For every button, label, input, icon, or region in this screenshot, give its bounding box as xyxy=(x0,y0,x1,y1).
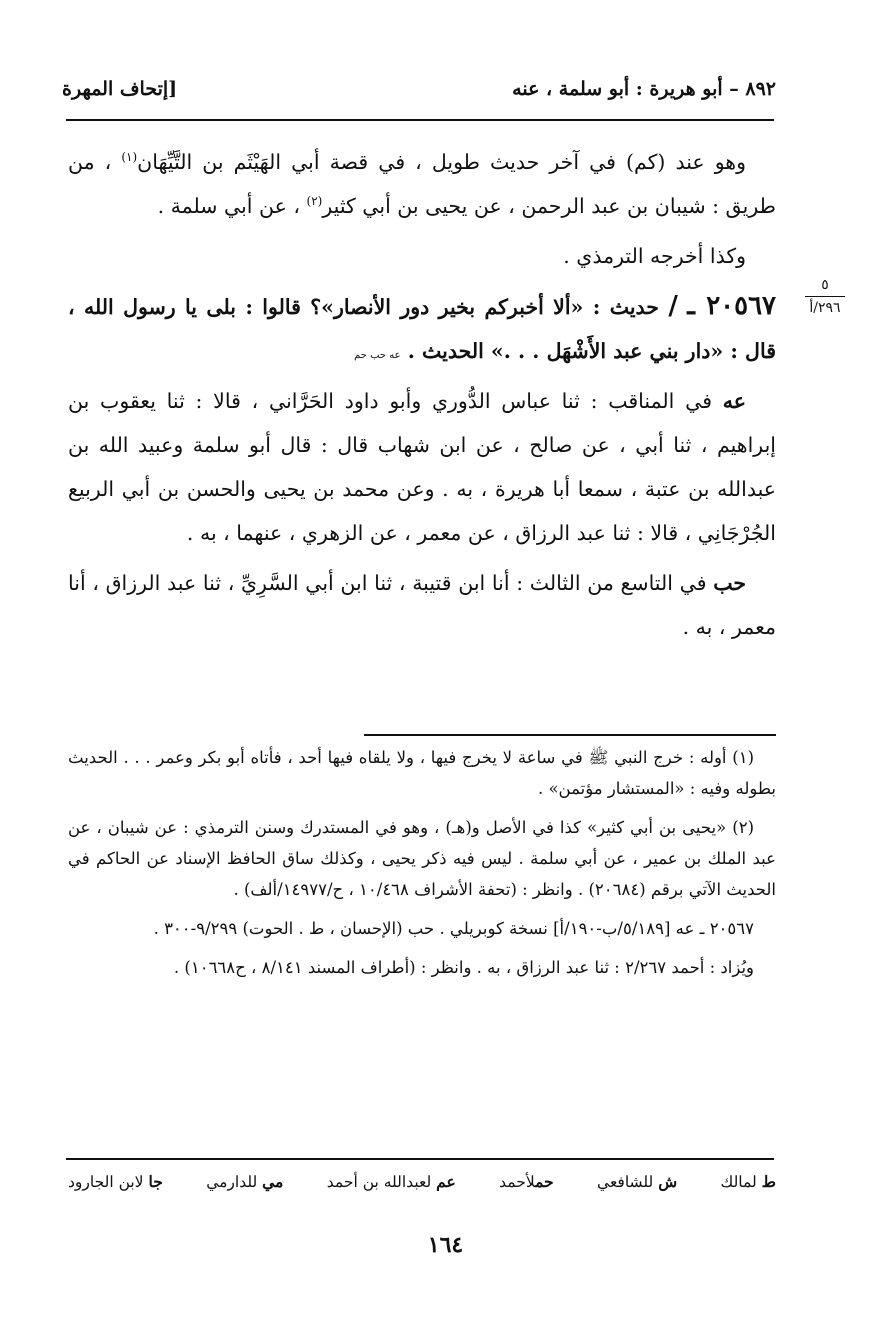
hadith-slash: / xyxy=(668,291,678,321)
footnote-rule xyxy=(364,734,776,736)
page-number: ١٦٤ xyxy=(427,1232,464,1258)
legend-item: ش للشافعي xyxy=(597,1172,678,1191)
margin-reference-top: ٥ xyxy=(821,277,829,293)
source-paragraph-1: عه في المناقب : ثنا عباس الدُّوري وأبو داود الحَرَّاني ، قالا : ثنا يعقوب بن إبراهيم ، ثنا أبي ، عن صالح ، عن ابن شهاب قال : قال أبو سلمة وعبيد الله بن عبدالله بن عتبة ، سمعا أبا هريرة ، به . وعن محمد بن يحيى والحسن بن أبي الربيع الجُرْجَانِي ، قالا : ثنا عبد الرزاق ، عن معمر ، عن الزهري ، عنهما ، به . xyxy=(68,389,776,545)
hadith-number: ٢٠٥٦٧ ـ xyxy=(687,291,777,321)
hadith-source-codes: عه حب حم xyxy=(354,350,401,361)
intro-paragraph: وهو عند (كم) في آخر حديث طويل ، في قصة أبي الهَيْثَم بن التَّيِّهَان$^{(١)}$ ، من طريق : شيبان بن عبد الرحمن ، عن يحيى بن أبي كثير$^{(٢)}$ ، عن أبي سلمة . xyxy=(68,150,776,218)
header-rule xyxy=(66,119,774,121)
footnote-1: (١) أوله : خرج النبي ﷺ في ساعة لا يخرج فيها ، ولا يلقاه فيها أحد ، فأتاه أبو بكر وعمر . . . الحديث بطوله وفيه : «المستشار مؤتمن» . xyxy=(68,748,776,798)
legend-rule xyxy=(66,1158,774,1160)
header-section-title: ٨٩٢ – أبو هريرة : أبو سلمة ، عنه xyxy=(512,78,776,100)
margin-reference xyxy=(799,276,851,317)
legend-item: حملأحمد xyxy=(499,1172,554,1191)
footnote-ref-1: (١) xyxy=(121,150,138,165)
legend-item: جا لابن الجارود xyxy=(68,1172,163,1191)
hadith-heading xyxy=(68,284,776,373)
abbreviation-legend xyxy=(68,1172,776,1191)
footnote-2: (٢) «يحيى بن أبي كثير» كذا في الأصل و(هـ) ، وهو في المستدرك وسنن الترمذي : عن شيبان ، عن عبد الملك بن عمير ، عن أبي سلمة . ليس فيه ذكر يحيى ، وكذلك ساق الحافظ الإسناد عن الحاكم في الحديث الآتي برقم (٢٠٦٨٤) . وانظر : (تحفة الأشراف ١٠/٤٦٨ ، ح/١٤٩٧٧/ألف) . xyxy=(68,818,776,899)
margin-reference-line xyxy=(805,296,845,297)
legend-item: عم لعبدالله بن أحمد xyxy=(326,1172,456,1191)
header-book-title: [إتحاف المهرة xyxy=(62,78,178,100)
footnote-ref-2: (٢) xyxy=(306,194,323,209)
margin-reference-bottom: ٢٩٦/أ xyxy=(809,300,841,316)
footnote-3: ٢٠٥٦٧ ـ عه [٥/١٨٩/ب-١٩٠/أ] نسخة كوبريلي . حب (الإحسان ، ط . الحوت) ٩/٢٩٩-٣٠٠ . xyxy=(153,919,754,938)
hadith-text: «ألا أخبركم بخير دور الأنصار»؟ قالوا : بلى يا رسول الله ، قال : «دار بني عبد الأَشْهَل . . .» الحديث . xyxy=(68,295,776,363)
source-paragraph-2: حب في التاسع من الثالث : أنا ابن قتيبة ، ثنا ابن أبي السَّرِيِّ ، ثنا عبد الرزاق ، أنا معمر ، به . xyxy=(68,571,776,639)
source-code-2: حب xyxy=(713,571,746,595)
hadith-label: حديث : xyxy=(592,295,659,319)
source-code-1: عه xyxy=(722,389,746,413)
legend-item: ط لمالك xyxy=(720,1172,776,1191)
intro-paragraph-2: وكذا أخرجه الترمذي . xyxy=(563,244,746,268)
running-header xyxy=(62,74,776,104)
legend-item: مي للدارمي xyxy=(206,1172,284,1191)
footnotes xyxy=(68,742,776,991)
main-text xyxy=(68,140,776,655)
footnote-4: ويُزاد : أحمد ٢/٢٦٧ : ثنا عبد الرزاق ، به . وانظر : (أطراف المسند ٨/١٤١ ، ح١٠٦٦٨) . xyxy=(173,958,754,977)
